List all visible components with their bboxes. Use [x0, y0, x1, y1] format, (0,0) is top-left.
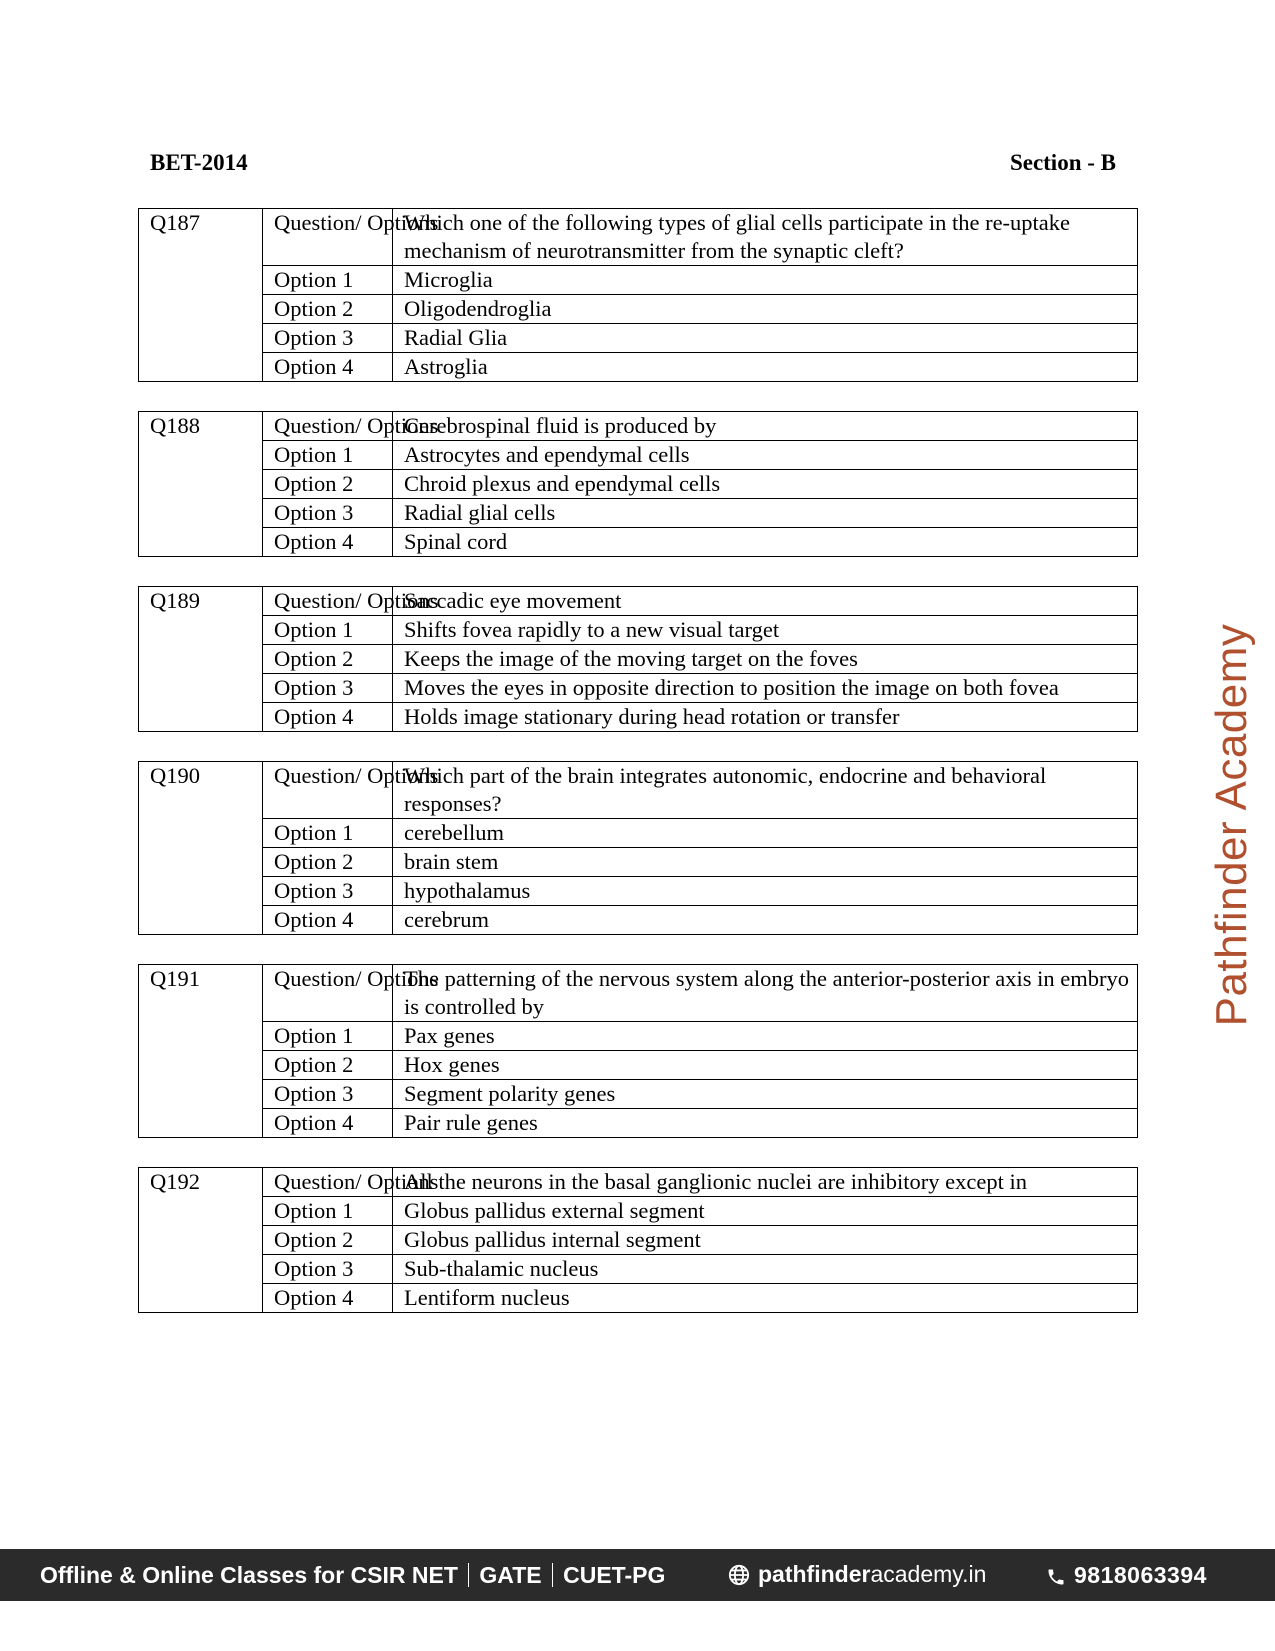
question-row: [139, 587, 1138, 616]
option-label: Option 1: [263, 266, 393, 295]
option-label: Option 4: [263, 703, 393, 732]
website-domain: academy.in: [870, 1561, 987, 1587]
option-label: Option 4: [263, 353, 393, 382]
questions-list: [138, 208, 1137, 1342]
question-text: All the neurons in the basal ganglionic nuclei are inhibitory except in: [393, 1168, 1138, 1197]
question-table: [138, 964, 1138, 1138]
exam-title: BET-2014: [150, 150, 248, 175]
option-text: Radial glial cells: [393, 499, 1138, 528]
option-row: [139, 1080, 1138, 1109]
tagline-gate: GATE: [479, 1562, 542, 1588]
section-title: Section - B: [1009, 150, 1116, 175]
question-table: [138, 761, 1138, 935]
option-label: Option 3: [263, 324, 393, 353]
phone-icon: [1046, 1567, 1066, 1587]
option-text: Pax genes: [393, 1022, 1138, 1051]
question-table: [138, 411, 1138, 557]
website-bold: pathfinder: [758, 1561, 871, 1587]
option-row: [139, 1109, 1138, 1138]
option-row: [139, 819, 1138, 848]
option-label: Option 1: [263, 1197, 393, 1226]
option-row: [139, 528, 1138, 557]
question-id: Q187: [139, 209, 263, 382]
option-label: Option 3: [263, 1255, 393, 1284]
option-row: [139, 703, 1138, 732]
option-row: [139, 266, 1138, 295]
option-row: [139, 645, 1138, 674]
option-text: Astroglia: [393, 353, 1138, 382]
question-id: Q189: [139, 587, 263, 732]
option-row: [139, 848, 1138, 877]
question-row: [139, 412, 1138, 441]
option-row: [139, 499, 1138, 528]
phone-number: 9818063394: [1074, 1562, 1207, 1588]
option-row: [139, 1226, 1138, 1255]
option-label: Option 4: [263, 1109, 393, 1138]
option-label: Option 4: [263, 906, 393, 935]
option-text: Lentiform nucleus: [393, 1284, 1138, 1313]
option-text: brain stem: [393, 848, 1138, 877]
page-header: [150, 150, 1116, 182]
option-row: [139, 877, 1138, 906]
option-label: Option 4: [263, 528, 393, 557]
question-options-label: Question/ Options: [263, 762, 393, 819]
question-text: The patterning of the nervous system along the anterior-posterior axis in embryo is controlled by: [393, 965, 1138, 1022]
option-text: Segment polarity genes: [393, 1080, 1138, 1109]
option-text: Shifts fovea rapidly to a new visual target: [393, 616, 1138, 645]
question-table: [138, 1167, 1138, 1313]
question-options-label: Question/ Options: [263, 587, 393, 616]
option-text: Holds image stationary during head rotation or transfer: [393, 703, 1138, 732]
option-label: Option 3: [263, 1080, 393, 1109]
option-text: Astrocytes and ependymal cells: [393, 441, 1138, 470]
option-row: [139, 470, 1138, 499]
option-row: [139, 1284, 1138, 1313]
question-id: Q191: [139, 965, 263, 1138]
option-text: Chroid plexus and ependymal cells: [393, 470, 1138, 499]
option-row: [139, 906, 1138, 935]
option-label: Option 2: [263, 1226, 393, 1255]
question-id: Q192: [139, 1168, 263, 1313]
option-text: Microglia: [393, 266, 1138, 295]
option-label: Option 1: [263, 819, 393, 848]
option-text: Radial Glia: [393, 324, 1138, 353]
option-text: hypothalamus: [393, 877, 1138, 906]
question-id: Q190: [139, 762, 263, 935]
tagline-csir: Offline & Online Classes for CSIR NET: [40, 1562, 458, 1588]
option-text: Spinal cord: [393, 528, 1138, 557]
option-label: Option 1: [263, 1022, 393, 1051]
option-label: Option 3: [263, 674, 393, 703]
option-row: [139, 353, 1138, 382]
option-text: Keeps the image of the moving target on the foves: [393, 645, 1138, 674]
question-options-label: Question/ Options: [263, 209, 393, 266]
question-text: Which one of the following types of glial cells participate in the re-uptake mechanism of neurotransmitter from the synaptic cleft?: [393, 209, 1138, 266]
globe-icon: [728, 1564, 750, 1586]
option-text: cerebrum: [393, 906, 1138, 935]
option-label: Option 2: [263, 1051, 393, 1080]
option-label: Option 2: [263, 645, 393, 674]
option-text: Globus pallidus internal segment: [393, 1226, 1138, 1255]
option-row: [139, 1051, 1138, 1080]
footer-phone[interactable]: [1046, 1562, 1207, 1589]
option-label: Option 4: [263, 1284, 393, 1313]
option-text: Pair rule genes: [393, 1109, 1138, 1138]
tagline-cuet: CUET-PG: [563, 1562, 666, 1588]
question-row: [139, 965, 1138, 1022]
footer-website[interactable]: [728, 1561, 986, 1588]
option-text: Globus pallidus external segment: [393, 1197, 1138, 1226]
watermark: Pathfinder Academy: [1207, 623, 1256, 1027]
question-table: [138, 586, 1138, 732]
option-row: [139, 1197, 1138, 1226]
question-text: Saccadic eye movement: [393, 587, 1138, 616]
option-row: [139, 1022, 1138, 1051]
question-row: [139, 209, 1138, 266]
question-row: [139, 762, 1138, 819]
option-text: Hox genes: [393, 1051, 1138, 1080]
option-row: [139, 616, 1138, 645]
option-label: Option 2: [263, 295, 393, 324]
question-id: Q188: [139, 412, 263, 557]
footer-banner: [0, 1549, 1275, 1601]
option-label: Option 2: [263, 848, 393, 877]
option-text: cerebellum: [393, 819, 1138, 848]
option-row: [139, 1255, 1138, 1284]
question-row: [139, 1168, 1138, 1197]
divider: [468, 1563, 470, 1587]
question-text: Which part of the brain integrates autonomic, endocrine and behavioral responses?: [393, 762, 1138, 819]
option-label: Option 3: [263, 877, 393, 906]
option-label: Option 2: [263, 470, 393, 499]
question-table: [138, 208, 1138, 382]
question-text: Cerebrospinal fluid is produced by: [393, 412, 1138, 441]
option-row: [139, 324, 1138, 353]
divider: [552, 1563, 554, 1587]
question-options-label: Question/ Options: [263, 1168, 393, 1197]
option-label: Option 3: [263, 499, 393, 528]
question-options-label: Question/ Options: [263, 965, 393, 1022]
option-label: Option 1: [263, 441, 393, 470]
option-row: [139, 295, 1138, 324]
option-label: Option 1: [263, 616, 393, 645]
option-row: [139, 674, 1138, 703]
footer-tagline: [40, 1562, 665, 1589]
question-options-label: Question/ Options: [263, 412, 393, 441]
option-text: Oligodendroglia: [393, 295, 1138, 324]
option-row: [139, 441, 1138, 470]
option-text: Sub-thalamic nucleus: [393, 1255, 1138, 1284]
option-text: Moves the eyes in opposite direction to position the image on both fovea: [393, 674, 1138, 703]
